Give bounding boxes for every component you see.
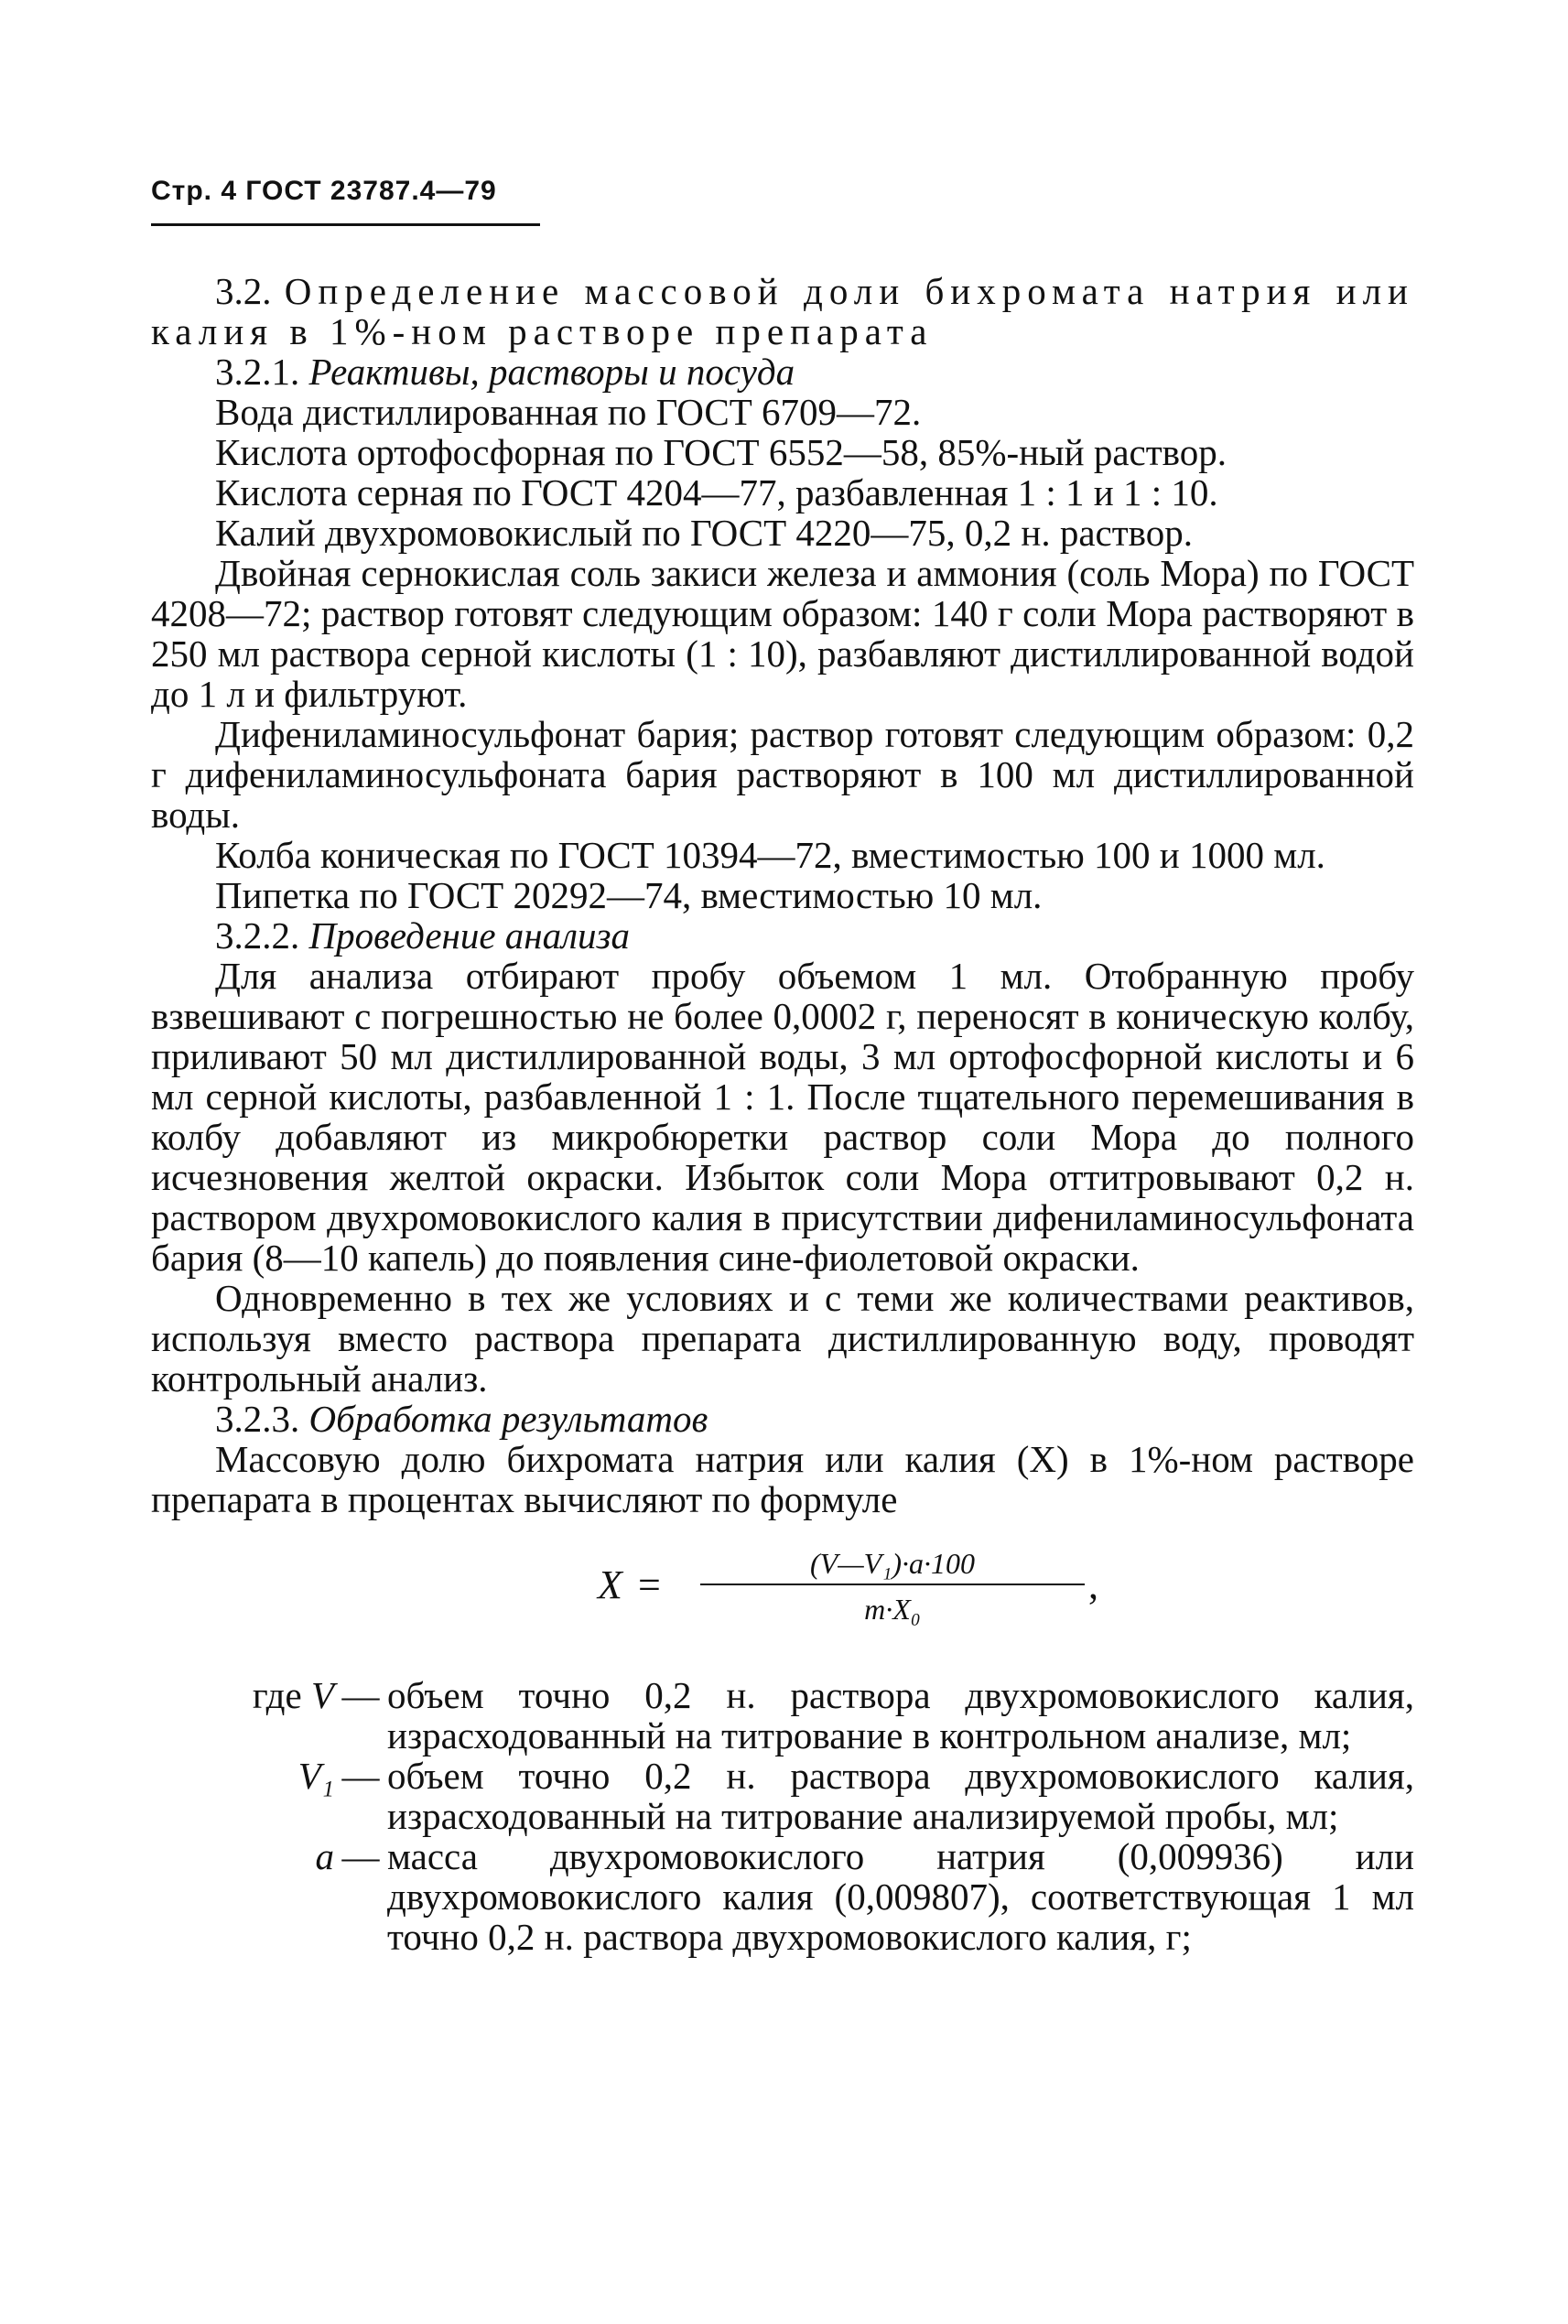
definition-dash: — (341, 1835, 380, 1877)
definition-text: масса двухромовокислого натрия (0,009936) или двухромовокислого калия (0,009807), соответствующая 1 мл точно 0,2 н. раствора двухромовокислого калия, г; (387, 1835, 1414, 1958)
procedure-paragraph: Для анализа отбирают пробу объемом 1 мл. Отобранную пробу взвешивают с погрешностью не более 0,0002 г, переносят в коническую колбу, приливают 50 мл дистиллированной воды, 3 мл ортофосфорной кислоты и 6 мл серной кислоты, разбавленной 1 : 1. После тщательного перемешивания в колбу добавляют из микробюретки раствор соли Мора до полного исчезновения желтой окраски. Избыток соли Мора оттитровывают 0,2 н. раствором двухромовокислого калия в присутствии дифениламиносульфоната бария (8—10 капель) до появления сине-фиолетовой окраски. (151, 955, 1414, 1279)
reagent-item: Калий двухромовокислый по ГОСТ 4220—75, 0,2 н. раствор. (215, 512, 1193, 554)
procedure-paragraph: Одновременно в тех же условиях и с теми же количествами реактивов, используя вместо раствора препарата дистиллированную воду, проводят контрольный анализ. (151, 1277, 1414, 1400)
section-heading (151, 271, 1414, 351)
formula-comma: , (1088, 1562, 1098, 1607)
reagent-item: Вода дистиллированная по ГОСТ 6709—72. (215, 391, 922, 433)
reagent-item: Пипетка по ГОСТ 20292—74, вместимостью 10 мл. (215, 874, 1043, 916)
section-number: 3.2. (215, 270, 272, 312)
definition-symbol: a (315, 1835, 334, 1877)
subsection-title: Обработка результатов (308, 1398, 708, 1440)
definition-term (151, 1675, 334, 1715)
definition-term (151, 1756, 334, 1796)
definitions-list (151, 1675, 1414, 1957)
subsection-number: 3.2.3. (215, 1398, 300, 1440)
formula-denominator: m·X₀ (864, 1593, 921, 1626)
definition-dash: — (341, 1755, 380, 1797)
subsection-number: 3.2.1. (215, 351, 300, 393)
header-rule (151, 223, 540, 226)
formula-numerator: (V—V₁)·a·100 (810, 1547, 975, 1580)
formula (151, 1538, 1414, 1648)
definition-term (151, 1836, 334, 1876)
fraction-bar (700, 1584, 1085, 1585)
document-body (151, 271, 1414, 1957)
reagent-item: Колба коническая по ГОСТ 10394—72, вместимостью 100 и 1000 мл. (215, 834, 1325, 876)
definition-item (151, 1836, 1414, 1957)
results-intro: Массовую долю бихромата натрия или калия (X) в 1%-ном растворе препарата в процентах вычисляют по формуле (151, 1438, 1414, 1520)
subsection-heading-results (151, 1399, 1414, 1439)
definition-text: объем точно 0,2 н. раствора двухромовокислого калия, израсходованный на титрование в контрольном анализе, мл; (387, 1674, 1414, 1757)
reagent-item: Дифениламиносульфонат бария; раствор готовят следующим образом: 0,2 г дифениламиносульфоната бария растворяют в 100 мл дистиллированной воды. (151, 713, 1414, 836)
formula-equals: = (638, 1562, 661, 1607)
subsection-heading-reagents (151, 351, 1414, 392)
definition-item (151, 1675, 1414, 1756)
definition-dash: — (341, 1674, 380, 1716)
subsection-title: Реактивы, растворы и посуда (308, 351, 795, 393)
standard-number: ГОСТ 23787.4—79 (245, 176, 497, 206)
subsection-heading-procedure (151, 915, 1414, 956)
page-label: Стр. 4 (151, 176, 238, 206)
subsection-number: 3.2.2. (215, 914, 300, 957)
definition-symbol: V (310, 1674, 334, 1716)
reagent-item: Двойная сернокислая соль закиси железа и аммония (соль Мора) по ГОСТ 4208—72; раствор готовят следующим образом: 140 г соли Мора растворяют в 250 мл раствора серной кислоты (1 : 10), разбавляют дистиллированной водой до 1 л и фильтруют. (151, 552, 1414, 715)
definition-lead: где (252, 1674, 302, 1716)
reagent-item: Кислота серная по ГОСТ 4204—77, разбавленная 1 : 1 и 1 : 10. (215, 471, 1218, 513)
section-title: Определение массовой доли бихромата натрия или калия в 1%-ном растворе препарата (151, 270, 1414, 352)
definition-symbol: V₁ (297, 1755, 334, 1797)
running-header (151, 176, 497, 207)
formula-lhs: X (598, 1562, 622, 1607)
definition-item (151, 1756, 1414, 1836)
reagent-item: Кислота ортофосфорная по ГОСТ 6552—58, 85%-ный раствор. (215, 431, 1227, 473)
definition-text: объем точно 0,2 н. раствора двухромовокислого калия, израсходованный на титрование анализируемой пробы, мл; (387, 1755, 1414, 1837)
subsection-title: Проведение анализа (308, 914, 631, 957)
